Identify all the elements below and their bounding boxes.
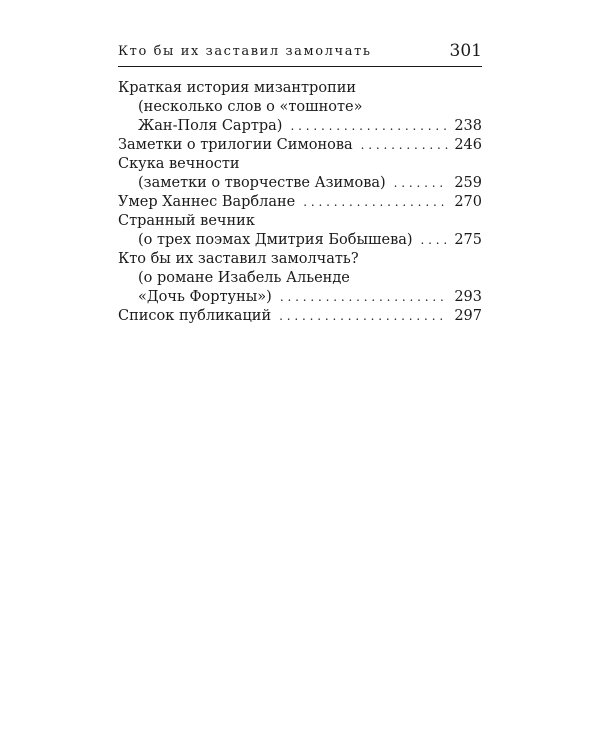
toc-entry-page: 238 — [454, 118, 482, 134]
toc-entry-subtitle: (заметки о творчестве Азимова) — [138, 175, 386, 191]
toc-entry-line — [118, 174, 482, 193]
toc-entry-title: Умер Ханнес Варблане — [118, 194, 296, 210]
toc-entry-title: Скука вечности — [118, 156, 240, 172]
dot-leader — [394, 174, 449, 193]
dot-leader — [279, 307, 448, 326]
running-header — [118, 42, 482, 68]
toc-entry-line — [118, 231, 482, 250]
toc-entry-line — [118, 193, 482, 212]
table-of-contents — [118, 79, 482, 326]
running-title: Кто бы их заставил замолчать — [118, 44, 372, 59]
toc-entry-page: 246 — [454, 137, 482, 153]
toc-entry-title: Список публикаций — [118, 308, 272, 324]
toc-entry-title: Краткая история мизантропии — [118, 80, 357, 96]
toc-entry-line — [118, 98, 482, 117]
toc-entry-line — [118, 250, 482, 269]
toc-entry-subtitle: «Дочь Фортуны») — [138, 289, 272, 305]
header-rule — [118, 66, 482, 67]
toc-entry-subtitle: (несколько слов о «тошноте» — [138, 99, 363, 115]
toc-entry-line — [118, 155, 482, 174]
dot-leader — [290, 117, 448, 136]
dot-leader — [421, 231, 449, 250]
toc-entry-line — [118, 307, 482, 326]
toc-entry-title: Странный вечник — [118, 213, 255, 229]
toc-entry-line — [118, 117, 482, 136]
page-number: 301 — [449, 41, 482, 61]
toc-entry-page: 297 — [454, 308, 482, 324]
toc-entry-title: Заметки о трилогии Симонова — [118, 137, 353, 153]
toc-entry-page: 270 — [454, 194, 482, 210]
toc-entry-subtitle: (о трех поэмах Дмитрия Бобышева) — [138, 232, 413, 248]
toc-entry-line — [118, 288, 482, 307]
dot-leader — [303, 193, 448, 212]
toc-entry-page: 259 — [454, 175, 482, 191]
toc-entry-title: Кто бы их заставил замолчать? — [118, 251, 359, 267]
dot-leader — [361, 136, 449, 155]
toc-entry-line — [118, 79, 482, 98]
toc-entry-subtitle: Жан-Поля Сартра) — [138, 118, 283, 134]
toc-entry-page: 293 — [454, 289, 482, 305]
toc-entry-line — [118, 212, 482, 231]
toc-entry-subtitle: (о романе Изабель Альенде — [138, 270, 350, 286]
toc-entry-page: 275 — [454, 232, 482, 248]
toc-entry-line — [118, 269, 482, 288]
dot-leader — [280, 288, 448, 307]
toc-entry-line — [118, 136, 482, 155]
